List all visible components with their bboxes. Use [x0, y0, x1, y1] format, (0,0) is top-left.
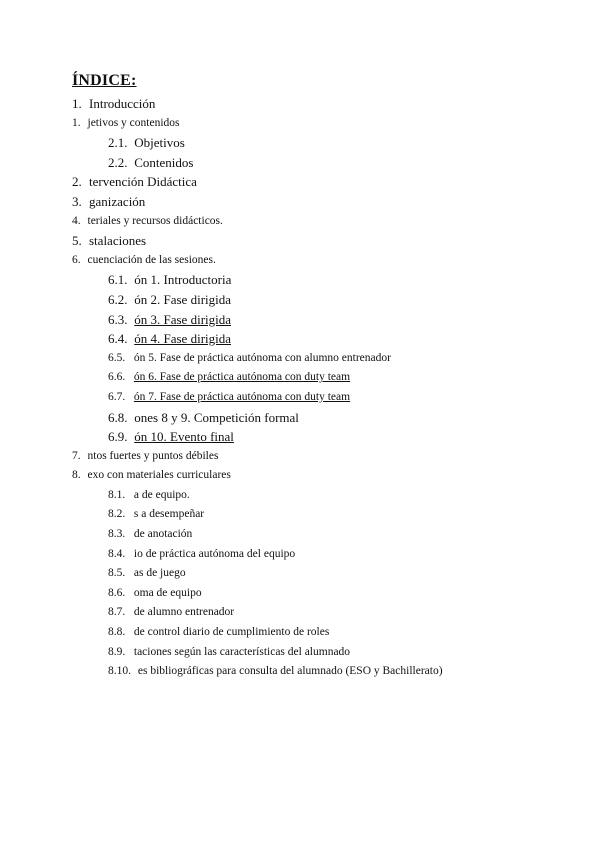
toc-entry-number: 8. — [72, 469, 81, 482]
toc-entry[interactable] — [0, 133, 600, 153]
toc-entry[interactable] — [0, 662, 600, 682]
toc-entry-title: s a desempeñar — [133, 508, 205, 521]
toc-entry-number: 6.1. — [108, 272, 128, 288]
toc-entry-title[interactable]: ón 10. Evento final — [134, 429, 234, 445]
toc-entry-number: 6.3. — [108, 311, 128, 327]
toc-entry-title: jetivos y contenidos — [87, 116, 180, 129]
toc-entry-title[interactable]: ón 3. Fase dirigida — [134, 311, 232, 327]
toc-entry[interactable] — [0, 427, 600, 447]
table-of-contents — [0, 94, 600, 682]
toc-entry-number: 6.9. — [108, 429, 128, 445]
toc-entry-title: ón 5. Fase de práctica autónoma con alumno entrenador — [133, 351, 391, 364]
toc-entry-title[interactable]: ón 4. Fase dirigida — [134, 331, 232, 347]
toc-entry-title: de alumno entrenador — [133, 606, 235, 619]
toc-entry-title: taciones según las características del alumnado — [133, 645, 351, 658]
toc-entry-title: ganización — [89, 193, 146, 209]
toc-entry-number: 8.4. — [108, 547, 126, 560]
toc-entry-number: 8.9. — [108, 645, 126, 658]
toc-entry-title: Introducción — [89, 96, 156, 111]
toc-entry-number: 6.8. — [108, 409, 128, 425]
toc-entry-title: cuenciación de las sesiones. — [87, 253, 216, 266]
toc-entry-number: 2.2. — [108, 154, 128, 170]
toc-entry[interactable] — [0, 114, 600, 134]
toc-entry-title: ón 1. Introductoria — [134, 272, 232, 288]
toc-entry-title: de control diario de cumplimiento de roles — [133, 626, 330, 639]
toc-entry-title: ón 2. Fase dirigida — [134, 291, 232, 307]
toc-entry-number: 1. — [72, 96, 82, 111]
toc-entry[interactable] — [0, 388, 600, 408]
toc-entry[interactable] — [0, 231, 600, 251]
toc-entry-number: 6.6. — [108, 371, 126, 384]
toc-entry[interactable] — [0, 525, 600, 545]
toc-entry-number: 1. — [72, 116, 81, 129]
toc-entry-number: 8.2. — [108, 508, 126, 521]
toc-entry-number: 8.1. — [108, 488, 126, 501]
toc-entry-title[interactable]: ón 6. Fase de práctica autónoma con duty team — [133, 371, 351, 384]
toc-entry[interactable] — [0, 447, 600, 467]
toc-entry-number: 5. — [72, 233, 82, 249]
toc-entry-number: 6.5. — [108, 351, 126, 364]
toc-entry-number: 4. — [72, 214, 81, 227]
toc-entry[interactable] — [0, 94, 600, 114]
toc-entry[interactable] — [0, 643, 600, 663]
toc-entry[interactable] — [0, 623, 600, 643]
toc-entry-number: 6.4. — [108, 331, 128, 347]
toc-entry-title: Contenidos — [134, 154, 194, 170]
index-title: ÍNDICE: — [72, 72, 137, 89]
toc-entry-number: 8.10. — [108, 665, 131, 678]
toc-entry-number: 6.2. — [108, 291, 128, 307]
toc-entry-title: exo con materiales curriculares — [87, 469, 231, 482]
toc-entry-number: 6.7. — [108, 390, 126, 403]
toc-entry[interactable] — [0, 172, 600, 192]
toc-entry-title: tervención Didáctica — [89, 174, 197, 190]
toc-entry[interactable] — [0, 408, 600, 428]
toc-entry[interactable] — [0, 329, 600, 349]
toc-entry-number: 2.1. — [108, 135, 128, 151]
toc-entry[interactable] — [0, 603, 600, 623]
toc-entry-number: 8.5. — [108, 567, 126, 580]
toc-entry-number: 3. — [72, 193, 82, 209]
toc-entry-title: oma de equipo — [133, 586, 202, 599]
toc-entry[interactable] — [0, 192, 600, 212]
toc-entry-title: io de práctica autónoma del equipo — [133, 547, 296, 560]
toc-entry[interactable] — [0, 545, 600, 565]
toc-entry[interactable] — [0, 368, 600, 388]
toc-entry[interactable] — [0, 290, 600, 310]
toc-entry-title: teriales y recursos didácticos. — [87, 214, 223, 227]
toc-entry-number: 8.3. — [108, 528, 126, 541]
toc-entry-title: as de juego — [133, 567, 186, 580]
toc-entry-number: 6. — [72, 253, 81, 266]
toc-entry[interactable] — [0, 153, 600, 173]
toc-entry[interactable] — [0, 310, 600, 330]
toc-entry[interactable] — [0, 212, 600, 232]
toc-entry[interactable] — [0, 584, 600, 604]
toc-entry[interactable] — [0, 486, 600, 506]
toc-entry[interactable] — [0, 466, 600, 486]
toc-entry-number: 8.8. — [108, 626, 126, 639]
toc-entry[interactable] — [0, 251, 600, 271]
toc-entry-title: es bibliográficas para consulta del alumnado (ESO y Bachillerato) — [137, 665, 443, 678]
toc-entry-number: 8.7. — [108, 606, 126, 619]
toc-entry-title: stalaciones — [89, 233, 147, 249]
toc-entry[interactable] — [0, 564, 600, 584]
toc-entry-number: 2. — [72, 174, 82, 190]
toc-entry[interactable] — [0, 349, 600, 369]
toc-entry-title: ones 8 y 9. Competición formal — [134, 409, 299, 425]
toc-entry-title: ntos fuertes y puntos débiles — [87, 449, 219, 462]
toc-entry-number: 7. — [72, 449, 81, 462]
toc-entry[interactable] — [0, 505, 600, 525]
toc-entry-title: a de equipo. — [133, 488, 190, 501]
toc-entry-title[interactable]: ón 7. Fase de práctica autónoma con duty team — [133, 390, 351, 403]
toc-entry-number: 8.6. — [108, 586, 126, 599]
toc-entry[interactable] — [0, 270, 600, 290]
toc-entry-title: Objetivos — [134, 135, 185, 151]
toc-entry-title: de anotación — [133, 528, 193, 541]
